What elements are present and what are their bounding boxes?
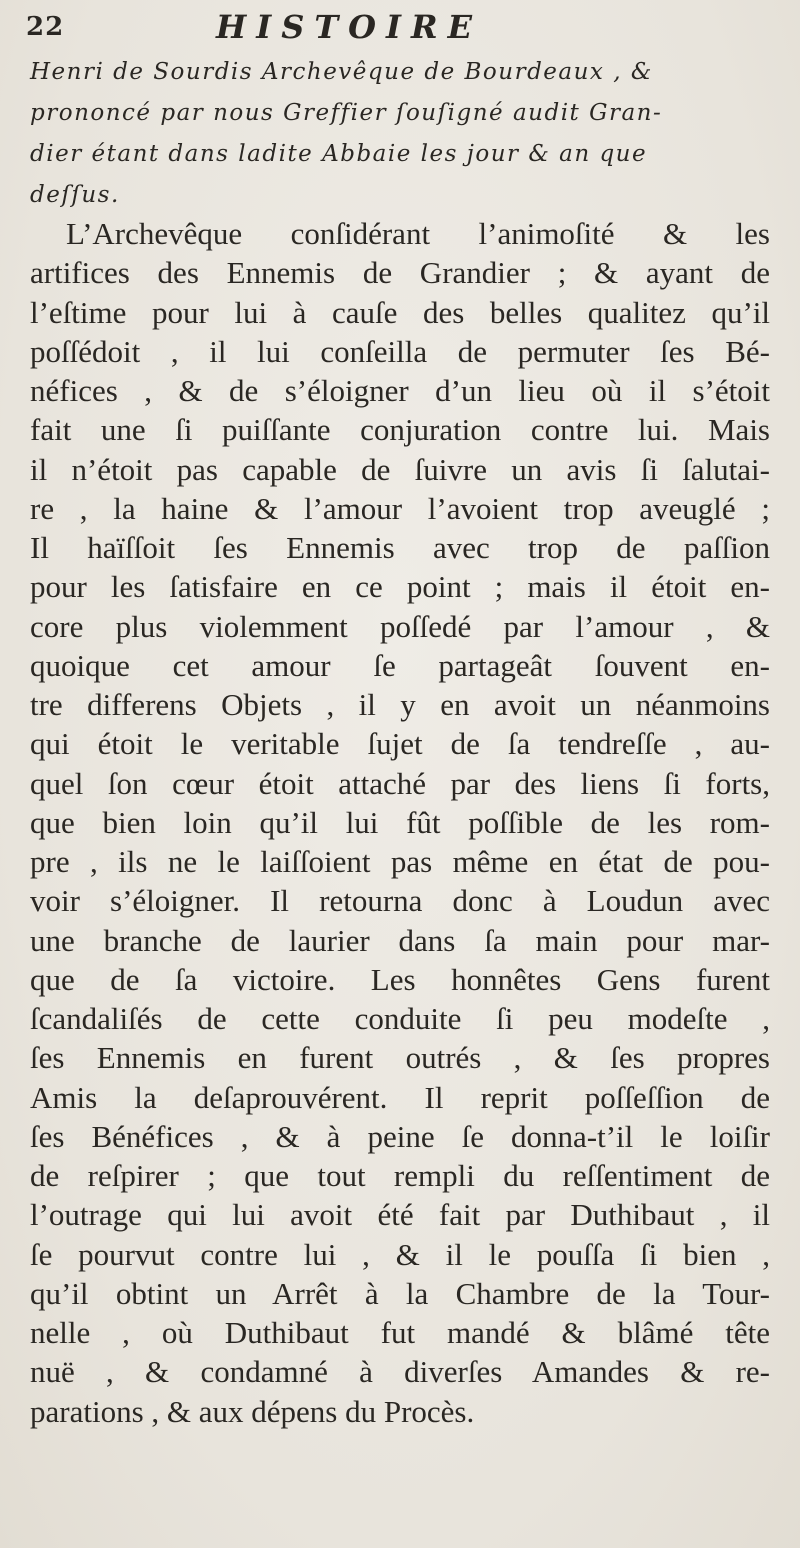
text-line: re , la haine & l’amour l’avoient trop aveuglé ; [30,490,770,526]
text-line: ſe pourvut contre lui , & il le pouſſa ſi bien , [30,1236,770,1272]
text-line: pre , ils ne le laiſſoient pas même en état de pou- [30,844,770,879]
text-line: ſcandaliſés de cette conduite ſi peu modeſte , [30,1001,770,1036]
text-line: fait une ſi puiſſante conjuration contre lui. Mais [30,412,770,448]
text-line: l’outrage qui lui avoit été fait par Duthibaut , il [30,1197,770,1233]
text-line: pour les ſatisfaire en ce point ; mais il étoit en- [30,569,770,605]
page-number: 22 [26,12,65,42]
running-title: HISTOIRE [216,8,482,46]
text-line: quel ſon cœur étoit attaché par des liens ſi forts, [30,765,770,801]
text-line: voir s’éloigner. Il retourna donc à Loudun avec [30,883,770,919]
text-line: que de ſa victoire. Les honnêtes Gens furent [30,961,770,997]
text-line: nelle , où Duthibaut fut mandé & blâmé tête [30,1315,770,1350]
text-line: qu’il obtint un Arrêt à la Chambre de la Tour- [30,1275,770,1311]
text-line: quoique cet amour ſe partageât ſouvent en- [30,647,770,683]
text-line: Amis la deſaprouvérent. Il reprit poſſeſſion de [30,1079,770,1115]
intro-line: dier étant dans ladite Abbaie les jour & an que [30,141,648,167]
text-line: une branche de laurier dans ſa main pour mar- [30,922,770,958]
text-line: l’eſtime pour lui à cauſe des belles qualitez qu’il [30,294,770,330]
text-line: que bien loin qu’il lui fût poſſible de les rom- [30,804,770,840]
text-line: Il haïſſoit ſes Ennemis avec trop de paſſion [30,530,770,565]
text-line: ſes Bénéfices , & à peine ſe donna-t’il le loiſir [30,1118,770,1154]
body-paragraph [30,214,770,1431]
text-line: néfices , & de s’éloigner d’un lieu où il s’étoit [30,373,770,408]
text-line: il n’étoit pas capable de ſuivre un avis ſi ſalutai- [30,451,770,487]
text-line: parations , & aux dépens du Procès. [30,1393,475,1429]
text-line: nuë , & condamné à diverſes Amandes & re- [30,1354,770,1390]
text-line: artifices des Ennemis de Grandier ; & ayant de [30,255,770,291]
text-line: qui étoit le veritable ſujet de ſa tendreſſe , au- [30,726,770,762]
text-line: L’Archevêque conſidérant l’animoſité & les [66,216,770,251]
text-line: ſes Ennemis en furent outrés , & ſes propres [30,1040,770,1076]
text-line: core plus violemment poſſedé par l’amour , & [30,608,770,644]
text-line: de reſpirer ; que tout rempli du reſſentiment de [30,1158,770,1193]
page-header [26,8,746,44]
intro-line: Henri de Sourdis Archevêque de Bourdeaux , & [30,59,653,85]
intro-line: prononcé par nous Greffier ſouſigné audit Gran- [30,100,663,126]
italic-intro [30,52,770,216]
text-line: poſſédoit , il lui conſeilla de permuter ſes Bé- [30,333,770,369]
text-line: tre differens Objets , il y en avoit un néanmoins [30,687,770,722]
intro-line: deſſus. [30,182,120,208]
